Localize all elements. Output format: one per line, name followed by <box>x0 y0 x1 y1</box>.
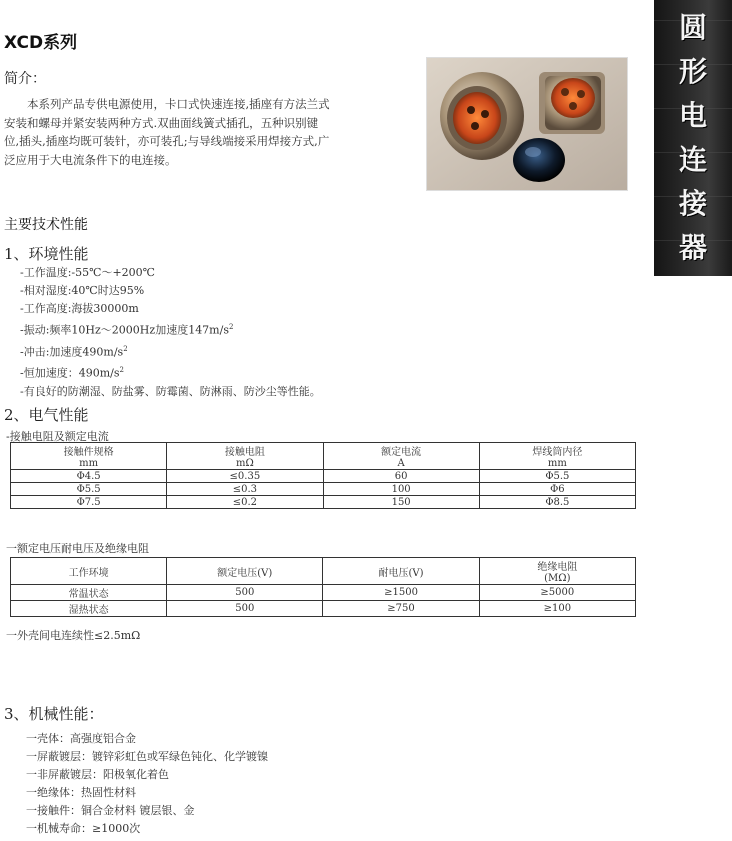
table-cell: 150 <box>323 496 479 509</box>
continuity-text: 一外壳间电连续性≤2.5mΩ <box>6 629 141 642</box>
banner-char: 电 <box>678 99 707 132</box>
table-cell: 500 <box>167 585 323 601</box>
table-header: 接触件规格 mm <box>11 443 167 470</box>
env-list <box>20 264 321 401</box>
list-item: 一非屏蔽镀层：阳极氧化着色 <box>26 768 169 781</box>
table-cell: ≤0.35 <box>167 470 323 483</box>
table-header: 接触电阻 mΩ <box>167 443 323 470</box>
table-row <box>11 496 636 509</box>
table-cell: 500 <box>167 601 323 617</box>
connector-photo-illustration <box>427 58 627 190</box>
table-row <box>11 585 636 601</box>
table-cell: 湿热状态 <box>11 601 167 617</box>
table-cell: ≤0.3 <box>167 483 323 496</box>
table-cell: ≤0.2 <box>167 496 323 509</box>
list-item: -相对湿度:40℃时达95% <box>20 284 145 297</box>
table-cell: ≥5000 <box>479 585 635 601</box>
list-item: -振动:频率10Hz～2000Hz加速度$147m/s^2$ <box>20 323 234 337</box>
list-item: 一壳体：高强度铝合金 <box>26 732 136 745</box>
banner-char: 接 <box>678 187 707 220</box>
table-cell: ≥100 <box>479 601 635 617</box>
list-item: 一屏蔽镀层：镀锌彩虹色或军绿色钝化、化学镀镍 <box>26 750 268 763</box>
list-item: -冲击:加速度$490m/s^2$ <box>20 344 128 359</box>
list-item: 一绝缘体：热固性材料 <box>26 786 136 799</box>
table-header: 耐电压(V) <box>323 558 479 585</box>
table-cell: Φ5.5 <box>479 470 635 483</box>
banner-char: 形 <box>678 55 707 88</box>
table-row <box>11 470 636 483</box>
table-cell: 60 <box>323 470 479 483</box>
table-cell: ≥750 <box>323 601 479 617</box>
table-cell: Φ5.5 <box>11 483 167 496</box>
table-header-row <box>11 558 636 585</box>
banner-char: 圆 <box>678 11 707 44</box>
table-header: 额定电压(V) <box>167 558 323 585</box>
table2-label: 一额定电压耐电压及绝缘电阻 <box>6 542 149 555</box>
list-item: -恒加速度：$490m/s^2$ <box>20 366 124 380</box>
table-row <box>11 483 636 496</box>
table-header-row <box>11 443 636 470</box>
table-cell: Φ4.5 <box>11 470 167 483</box>
list-item: 一接触件：铜合金材料 镀层银、金 <box>26 804 195 817</box>
elec-heading: 2、电气性能 <box>4 406 89 424</box>
table1-label: -接触电阻及额定电流 <box>6 430 109 443</box>
table-header: 焊线筒内径 mm <box>479 443 635 470</box>
table-cell: 常温状态 <box>11 585 167 601</box>
list-item: 一机械寿命：≥1000次 <box>26 822 141 835</box>
list-item: -工作温度:-55℃～+200℃ <box>20 266 155 279</box>
insulation-table <box>10 557 636 617</box>
contact-resistance-table <box>10 442 636 509</box>
connector-photo <box>426 57 628 191</box>
table-header: 工作环境 <box>11 558 167 585</box>
table-cell: ≥1500 <box>323 585 479 601</box>
table-header: 额定电流 A <box>323 443 479 470</box>
list-item: -有良好的防潮湿、防盐雾、防霉菌、防淋雨、防沙尘等性能。 <box>20 384 321 398</box>
product-title: XCD系列 <box>4 33 78 53</box>
table-row <box>11 601 636 617</box>
table-header: 绝缘电阻 (MΩ) <box>479 558 635 585</box>
table-cell: Φ8.5 <box>479 496 635 509</box>
intro-heading: 简介： <box>4 71 46 87</box>
category-banner <box>654 0 732 276</box>
env-heading: 1、环境性能 <box>4 245 89 263</box>
table-cell: 100 <box>323 483 479 496</box>
list-item: -工作高度:海拔30000m <box>20 302 139 315</box>
mech-heading: 3、机械性能： <box>4 705 104 723</box>
main-heading: 主要技术性能 <box>4 217 88 233</box>
intro-paragraph: 本系列产品专供电源使用，卡口式快速连接,插座有方法兰式安装和螺母并紧安装两种方式.双曲面线簧式插孔，五种识别键位,插头,插座均既可装针，亦可装孔;与导线端接采用焊接方式,广泛应用于大电流条件下的电连接。 <box>4 97 330 167</box>
table-cell: Φ6 <box>479 483 635 496</box>
banner-char: 连 <box>678 143 707 176</box>
mech-list <box>26 730 268 838</box>
banner-char: 器 <box>678 231 707 264</box>
table-cell: Φ7.5 <box>11 496 167 509</box>
